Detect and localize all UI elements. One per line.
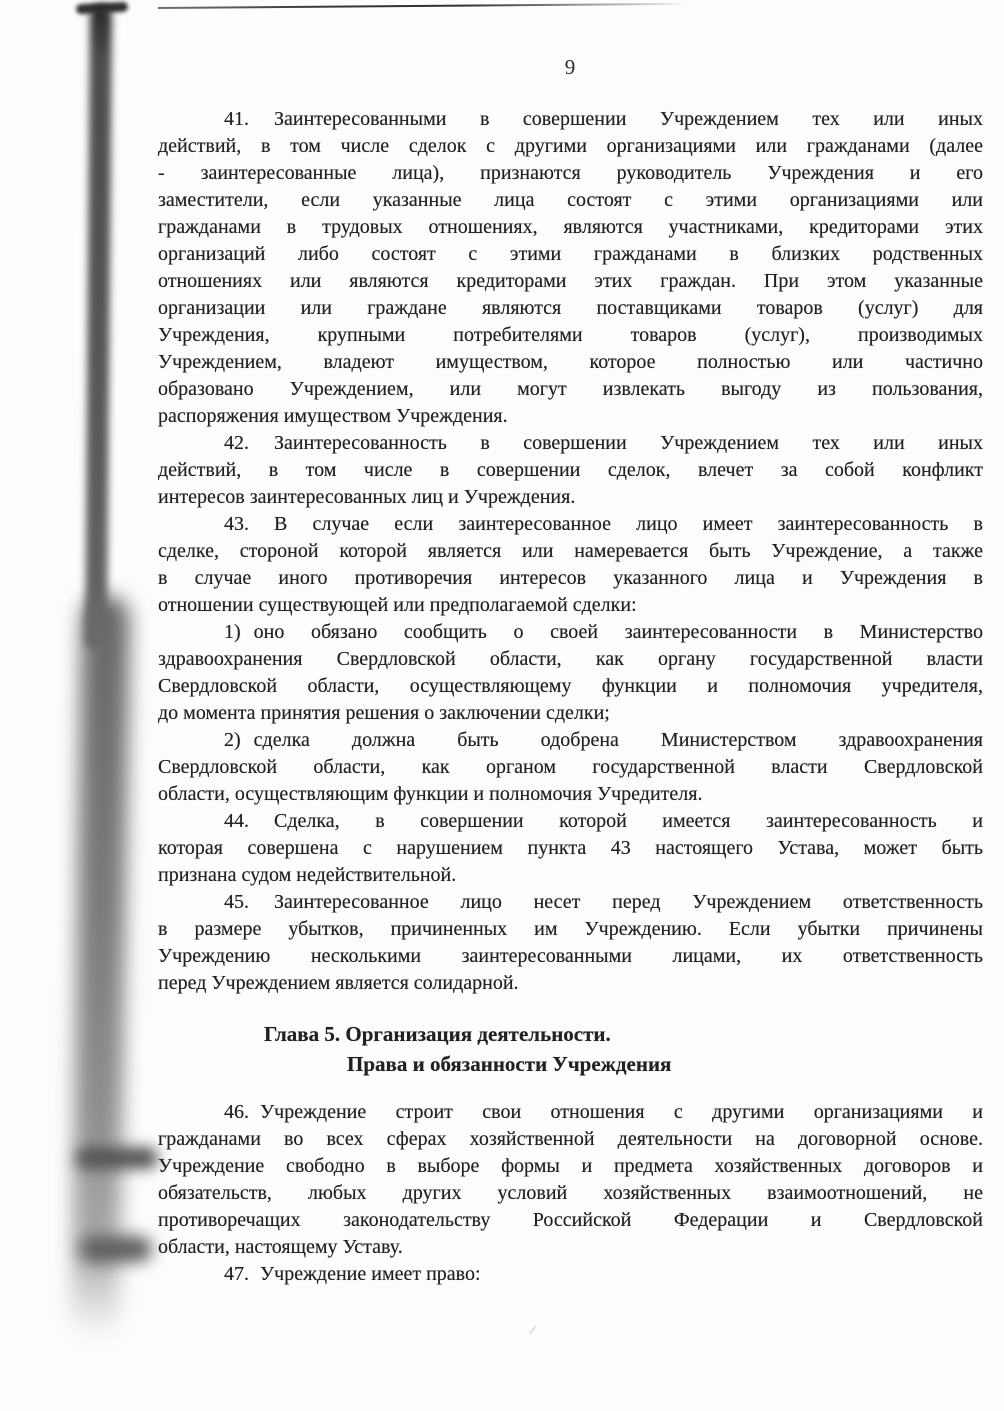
paragraph-42 (158, 430, 983, 511)
text-line: сделке, стороной которой является или намеревается быть Учреждение, а также (158, 540, 983, 562)
paragraph-number: 45. (224, 891, 249, 913)
text-line-content: Учреждение имеет право: (260, 1263, 481, 1285)
list-item-number: 1) (224, 621, 241, 643)
list-item-number: 2) (224, 729, 241, 751)
paragraph-number: 46. (224, 1101, 249, 1123)
binding-shadow-smudge (76, 1147, 158, 1169)
paragraph-47 (158, 1261, 983, 1288)
chapter-heading-line2: Права и обязанности Учреждения (347, 1052, 672, 1076)
binding-shadow-smudge (80, 1236, 152, 1262)
binding-shadow-hook (76, 2, 128, 15)
text-line: заместители, если указанные лица состоят с этими организациями или (158, 189, 983, 211)
text-line: области, осуществляющим функции и полномочия Учредителя. (158, 783, 703, 805)
text-line: Учреждению несколькими заинтересованными лицами, их ответственность (158, 945, 983, 967)
binding-shadow-upper (85, 5, 112, 650)
paragraph-45 (158, 889, 983, 997)
text-line (158, 889, 983, 916)
text-line-content: Заинтересованность в совершении Учреждением тех или иных (274, 432, 983, 454)
paragraph-number: 42. (224, 432, 249, 454)
text-line: гражданами в трудовых отношениях, являются участниками, кредиторами этих (158, 216, 983, 238)
paragraph-43 (158, 511, 983, 619)
paragraph-number: 41. (224, 108, 249, 130)
text-line (158, 1261, 983, 1288)
text-line: противоречащих законодательству Российской Федерации и Свердловской (158, 1209, 983, 1231)
text-line-content: Заинтересованными в совершении Учреждением тех или иных (274, 108, 983, 130)
text-line: Учреждением, владеют имуществом, которое полностью или частично (158, 351, 983, 373)
text-line: отношении существующей или предполагаемой сделки: (158, 594, 637, 616)
text-line: обязательств, любых других условий хозяйственных взаимоотношений, не (158, 1182, 983, 1204)
text-line-content: Учреждение строит свои отношения с другими организациями и (260, 1101, 983, 1123)
text-line (158, 619, 983, 646)
text-line: Свердловской области, как органом государственной власти Свердловской (158, 756, 983, 778)
text-line (158, 727, 983, 754)
text-line: отношениях или являются кредиторами этих граждан. При этом указанные (158, 270, 983, 292)
text-line (158, 808, 983, 835)
text-line: перед Учреждением является солидарной. (158, 972, 519, 994)
text-line-content: Заинтересованное лицо несет перед Учреждением ответственность (274, 891, 983, 913)
text-line-content: Сделка, в совершении которой имеется заинтересованность и (274, 810, 983, 832)
text-line: образовано Учреждением, или могут извлекать выгоду из пользования, (158, 378, 983, 400)
text-line: действий, в том числе в совершении сделок, влечет за собой конфликт (158, 459, 983, 481)
text-line: которая совершена с нарушением пункта 43 настоящего Устава, может быть (158, 837, 983, 859)
text-line: Учреждение свободно в выборе формы и предмета хозяйственных договоров и (158, 1155, 983, 1177)
text-line: организаций либо состоят с этими гражданами в близких родственных (158, 243, 983, 265)
stray-scan-mark: / (528, 1321, 538, 1338)
paragraph-41 (158, 106, 983, 430)
text-line: - заинтересованные лица), признаются руководитель Учреждения и его (158, 162, 983, 184)
text-line: Свердловской области, осуществляющему функции и полномочия учредителя, (158, 675, 983, 697)
list-item-2 (158, 727, 983, 808)
text-line: распоряжения имуществом Учреждения. (158, 405, 508, 427)
chapter-heading-line1: Глава 5. Организация деятельности. (264, 1022, 611, 1046)
document-body (158, 106, 983, 1288)
text-line-content: В случае если заинтересованное лицо имеет заинтересованность в (274, 513, 983, 535)
text-line: в размере убытков, причиненных им Учреждению. Если убытки причинены (158, 918, 983, 940)
text-line (158, 106, 983, 133)
text-line: Учреждения, крупными потребителями товаров (услуг), производимых (158, 324, 983, 346)
binding-shadow-lower (71, 595, 130, 1341)
paragraph-number: 47. (224, 1263, 249, 1285)
scan-edge-line (158, 3, 685, 9)
text-line: действий, в том числе сделок с другими организациями или гражданами (далее (158, 135, 983, 157)
text-line-content: сделка должна быть одобрена Министерством здравоохранения (253, 729, 983, 751)
text-line (158, 511, 983, 538)
text-line: организации или граждане являются поставщиками товаров (услуг) для (158, 297, 983, 319)
text-line: гражданами во всех сферах хозяйственной деятельности на договорной основе. (158, 1128, 983, 1150)
paragraph-44 (158, 808, 983, 889)
paragraph-46 (158, 1099, 983, 1261)
chapter-heading (158, 1019, 983, 1079)
paragraph-number: 44. (224, 810, 249, 832)
text-line: признана судом недействительной. (158, 864, 457, 886)
text-line: области, настоящему Уставу. (158, 1236, 403, 1258)
text-line: здравоохранения Свердловской области, как органу государственной власти (158, 648, 983, 670)
paragraph-number: 43. (224, 513, 249, 535)
text-line (158, 430, 983, 457)
text-line: интересов заинтересованных лиц и Учреждения. (158, 486, 576, 508)
text-line: до момента принятия решения о заключении сделки; (158, 702, 610, 724)
text-line-content: оно обязано сообщить о своей заинтересованности в Министерство (253, 621, 983, 643)
page-number: 9 (564, 55, 576, 79)
list-item-1 (158, 619, 983, 727)
text-line (158, 1099, 983, 1126)
text-line: в случае иного противоречия интересов указанного лица и Учреждения в (158, 567, 983, 589)
